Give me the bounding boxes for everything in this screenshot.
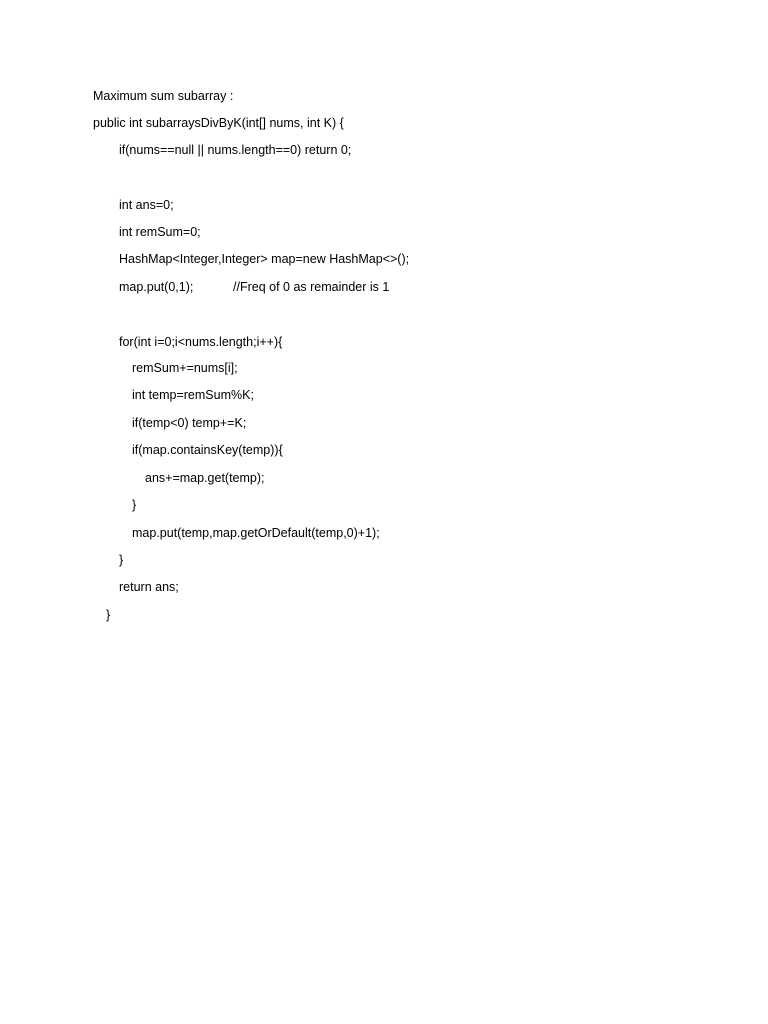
code-line-return: return ans; (119, 580, 179, 594)
code-comment: //Freq of 0 as remainder is 1 (233, 280, 390, 294)
code-line-temp-calc: int temp=remSum%K; (132, 388, 254, 402)
code-line-map-put-update: map.put(temp,map.getOrDefault(temp,0)+1); (132, 526, 380, 540)
document-title: Maximum sum subarray : (93, 89, 234, 103)
code-line-ans-init: int ans=0; (119, 198, 174, 212)
code-line-close-method: } (106, 608, 111, 622)
code-line-temp-neg: if(temp<0) temp+=K; (132, 416, 247, 430)
code-line-ans-add: ans+=map.get(temp); (145, 471, 265, 485)
code-line-if-contains: if(map.containsKey(temp)){ (132, 443, 283, 457)
code-line-remsum-add: remSum+=nums[i]; (132, 361, 238, 375)
code-line-close-if: } (132, 498, 137, 512)
code-line-guard: if(nums==null || nums.length==0) return 0; (119, 143, 352, 157)
code-line-remsum-init: int remSum=0; (119, 225, 201, 239)
code-line-map-put-init: map.put(0,1); (119, 280, 194, 294)
code-line-hashmap-init: HashMap<Integer,Integer> map=new HashMap<>(); (119, 252, 410, 266)
code-line-signature: public int subarraysDivByK(int[] nums, int K) { (93, 116, 344, 130)
code-line-for-loop: for(int i=0;i<nums.length;i++){ (119, 335, 283, 349)
code-line-close-for: } (119, 553, 124, 567)
